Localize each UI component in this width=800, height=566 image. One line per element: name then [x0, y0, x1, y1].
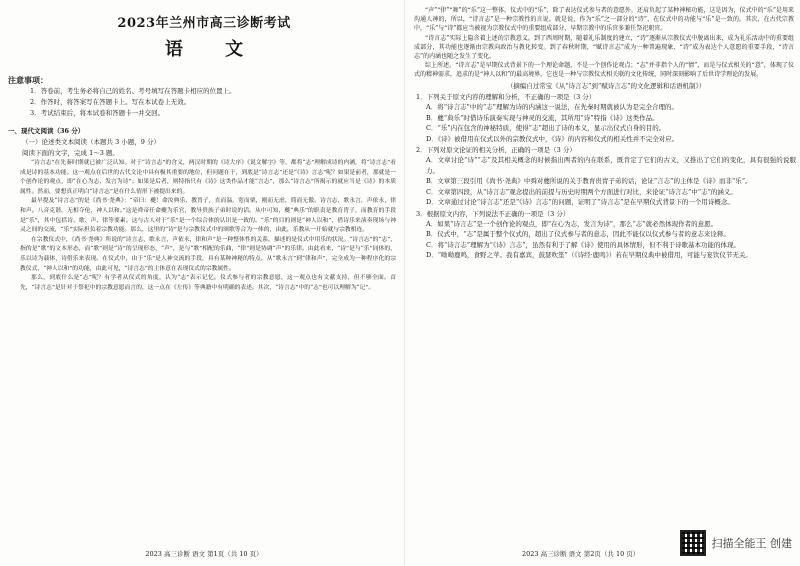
passage-paragraph: 综上所述，“诗言志”是早期仪式背景下的一个理论命题，不是一个创作论观点；“志”并非指个人的“情”，而是与仪式相关的“意”，体现了仪式的精神需求，追求的是“神人以和”的最高境界，它也是一种与宗教仪式相关联的文化传统，同时深刻影响了后世诗学理论的发展。 — [414, 62, 794, 79]
notice-heading: 注意事项： — [8, 75, 48, 85]
page-divider — [404, 0, 405, 566]
notice-item: 1．答卷前，考生务必将自己的姓名、考号填写在答题卡相应的位置上。 — [30, 87, 236, 95]
page-footer: 2023 高三诊断 语文 第1页（共 10 页） — [145, 550, 263, 558]
question-option: C．文章第四段，从“诗言志”观念提出的前提与历史时期两个方面进行对比，来论证“诗言志”中“志”的涵义。 — [426, 187, 737, 196]
question-option: A．文章讨论“诗”“志”及其相关概念的时候指出两者的内在联系，既肯定了它们的古义，又推出了它们的变化，具有很强的说服力。 — [426, 156, 796, 175]
exam-page-1 — [8, 0, 400, 566]
question-option: B．夔“典乐”时借诗乐演奏实现与神灵的交流，其所用“诗”特指《诗》这类作品。 — [426, 113, 659, 122]
question-stem: 1．下列关于原文内容的理解和分析，不正确的一项是（3 分） — [416, 93, 596, 102]
exam-page-2 — [412, 0, 796, 566]
passage-citation: （摘编自过常宝《从“诗言志”到“赋诗言志”的文化逻辑和话语机制》） — [506, 81, 706, 90]
page-footer: 2023 高三诊断 语文 第2页（共 10 页） — [522, 550, 640, 558]
passage-paragraph: “诗言志”在先秦时期就已被广泛认知。对于“诗言志”的含义，两汉时期的《诗大序》《说文解字》等，都将“志”理解成诗的内涵，将“诗言志”看成是诗的基本功能。这一观点在后世的古代文论中具有极其重要的地位，但问题在于，到底是“诗言志”还是“《诗》言志”呢？如果是前者，那就是一个创作论的观点，即“在心为志，发言为诗”；如果是后者，则特指只有《诗》这类作品才能“言志”，那么“诗言志”所揭示的就应当是《诗》的本质属性。然而，要想真正明白“诗言志”是在什么情形下被提出来的。 — [20, 160, 396, 195]
reading-instruction: 阅读下面的文字，完成 1～3 题。 — [22, 149, 119, 157]
passage-paragraph: 那么，到底什么是“志”呢？有学者从仪式的角度，认为“志”表示记忆。仪式参与者的宗教意愿，这一观点也有文献支持，但不够全面。首先，“诗言志”是针对于祭祀中的宗教意愿而言的，这一点在《左传》等典籍中有明确的表述。其次，“诗言志”中的“志”也可以理解为“记”。 — [20, 275, 396, 291]
question-option: A．将“诗言志”中的“志”理解为诗的内涵这一说法，在先秦时期就被认为是完全合理的。 — [426, 103, 678, 112]
subsection-heading: （一）论述类文本阅读（本题共 3 小题，9 分） — [22, 138, 160, 146]
question-stem: 3．根据原文内容，下列说法不正确的一项是（3 分） — [416, 209, 570, 218]
passage-paragraph: 在宗教仪式中，《尚书·尧典》所说的“诗言志，歌永言，声依永，律和声”是一种整体性的关系，描述的是仪式中用乐的状况。“诗言志”的“志”，指的是“歌”的文本形态，而“歌”则是“诗”的呈现形态，“声”，是与“歌”相配的乐曲，“律”则是协调“声”的乐律。由此看来，“诗”是与“乐”同体的，乐以诗为载体，诗借乐来表现。在仪式中，由于“乐”是人神交流的手段，具有某种神秘的特点。从“歌永言”到“律和声”，完全成为一种程序化的宗教仪式，“神人以和”的功能，由此可见，“诗言志”的主体意在表现仪式的宗教属性。 — [20, 236, 396, 272]
notice-item: 2．作答时，将答案写在答题卡上。写在本试卷上无效。 — [30, 98, 191, 106]
notice-item: 3．考试结束后，将本试卷和答题卡一并交回。 — [30, 109, 165, 117]
question-option: B．仪式中，“志”是属于整个仪式的，超出了仪式参与者的意志，因此不能仅以仪式参与者的意志来诠释。 — [426, 230, 730, 239]
passage-paragraph: “声”“律”“舞”的“乐”这一整体，仪式中的“乐”，除了表达仪式参与者的意愿外，还肩负起了某种神秘功能，这是因为，仪式中的“乐”是用来沟通人神的，所以，“诗言志”是一种宗教性的言说。就是说，作为“乐”之一部分的“诗”，在仪式中的功能与“乐”是一致的。其次，在古代宗教中，“乐”与“诗”都应当被视为宗教仪式中的重要组成部分，早期宗教中的乐官多兼任祭祀职官。 — [414, 7, 794, 33]
section-heading: 一、现代文阅读（36 分） — [8, 127, 85, 135]
scanner-brand-text: 扫描全能王 创建 — [711, 537, 792, 550]
question-option: D．“呦呦鹿鸣，食野之苹。我有嘉宾，鼓瑟吹笙”（《诗经·鹿鸣》）若在早期仪典中被借用，可能与宴饮仪节无关。 — [426, 251, 752, 260]
exam-title: 2023年兰州市高三诊断考试 — [117, 16, 291, 31]
subject-title: 语 文 — [164, 39, 262, 60]
passage-paragraph: “诗言志”实际上隐含着上述的宗教意义。到了西周时期，随着礼乐制度的建立，“诗”逐渐从宗教仪式中脱离出来，成为礼乐活动中的重要组成部分，其功能也逐渐由宗教向政治与教化转变。到了春秋时期，“赋诗言志”成为一种普遍现象，“诗”成为表达个人意愿的重要手段，“诗言志”的内涵也随之发生了变化。 — [414, 34, 794, 61]
question-option: D．《诗》被借用在仪式以外的宗教仪式中，《诗》的内容和仪式的相关性并不完全对应。 — [426, 134, 679, 143]
question-option: A．如果“诗言志”是一个创作论的观点，即“在心为志，发言为诗”，那么“志”就必然体现作者的意愿。 — [426, 219, 718, 228]
question-option: B．文章第三段引用《尚书·尧典》中舜对夔所说的关于教育贵胄子弟的话，论证“言志”的主体是《诗》而非“乐”。 — [426, 177, 752, 186]
scanner-watermark — [680, 530, 793, 556]
passage-paragraph: 最早提及“诗言志”的是《尚书·尧典》：“帝曰：夔！命汝典乐，教胄子，直而温，宽而栗，刚而无虐，简而无傲。诗言志，歌永言，声依永，律和声。八音克谐，无相夺伦，神人以和。”这是舜帝任命夔为乐官，教导贵族子弟时说的话。从中可知，夔“典乐”的职责是教育胄子，而教育的手段是“乐”，其中包括诗、歌、声、律等要素。这与古人对于“乐”是一个综合体的认识是一致的。“乐”的目的则是“神人以和”，借诗乐来演奏现场与神灵之间的交流，“乐”实际担负着宗教功能。那么，这里的“诗”是与宗教仪式中的颂歌等合为一体的，由此，乐教从一开始就与宗教相连。 — [20, 198, 396, 234]
question-option: C．将“诗言志”理解为“《诗》言志”，虽然有利于了解《诗》使用的具体情形，但不利于诗歌基本功能的体现。 — [426, 240, 741, 249]
qr-code-icon — [680, 530, 706, 556]
question-option: D．文章通过讨论“诗言志”还是“《诗》言志”的问题，证明了“诗言志”是在早期仪式背景下的一个用诗概念。 — [426, 198, 734, 207]
question-stem: 2．下列对原文论证的相关分析，正确的一项是（3 分） — [416, 146, 576, 155]
question-option: C．“乐”内在包含的神秘特质，使得“志”超出了诗的本义，显示出仪式自身的目的。 — [426, 124, 666, 133]
